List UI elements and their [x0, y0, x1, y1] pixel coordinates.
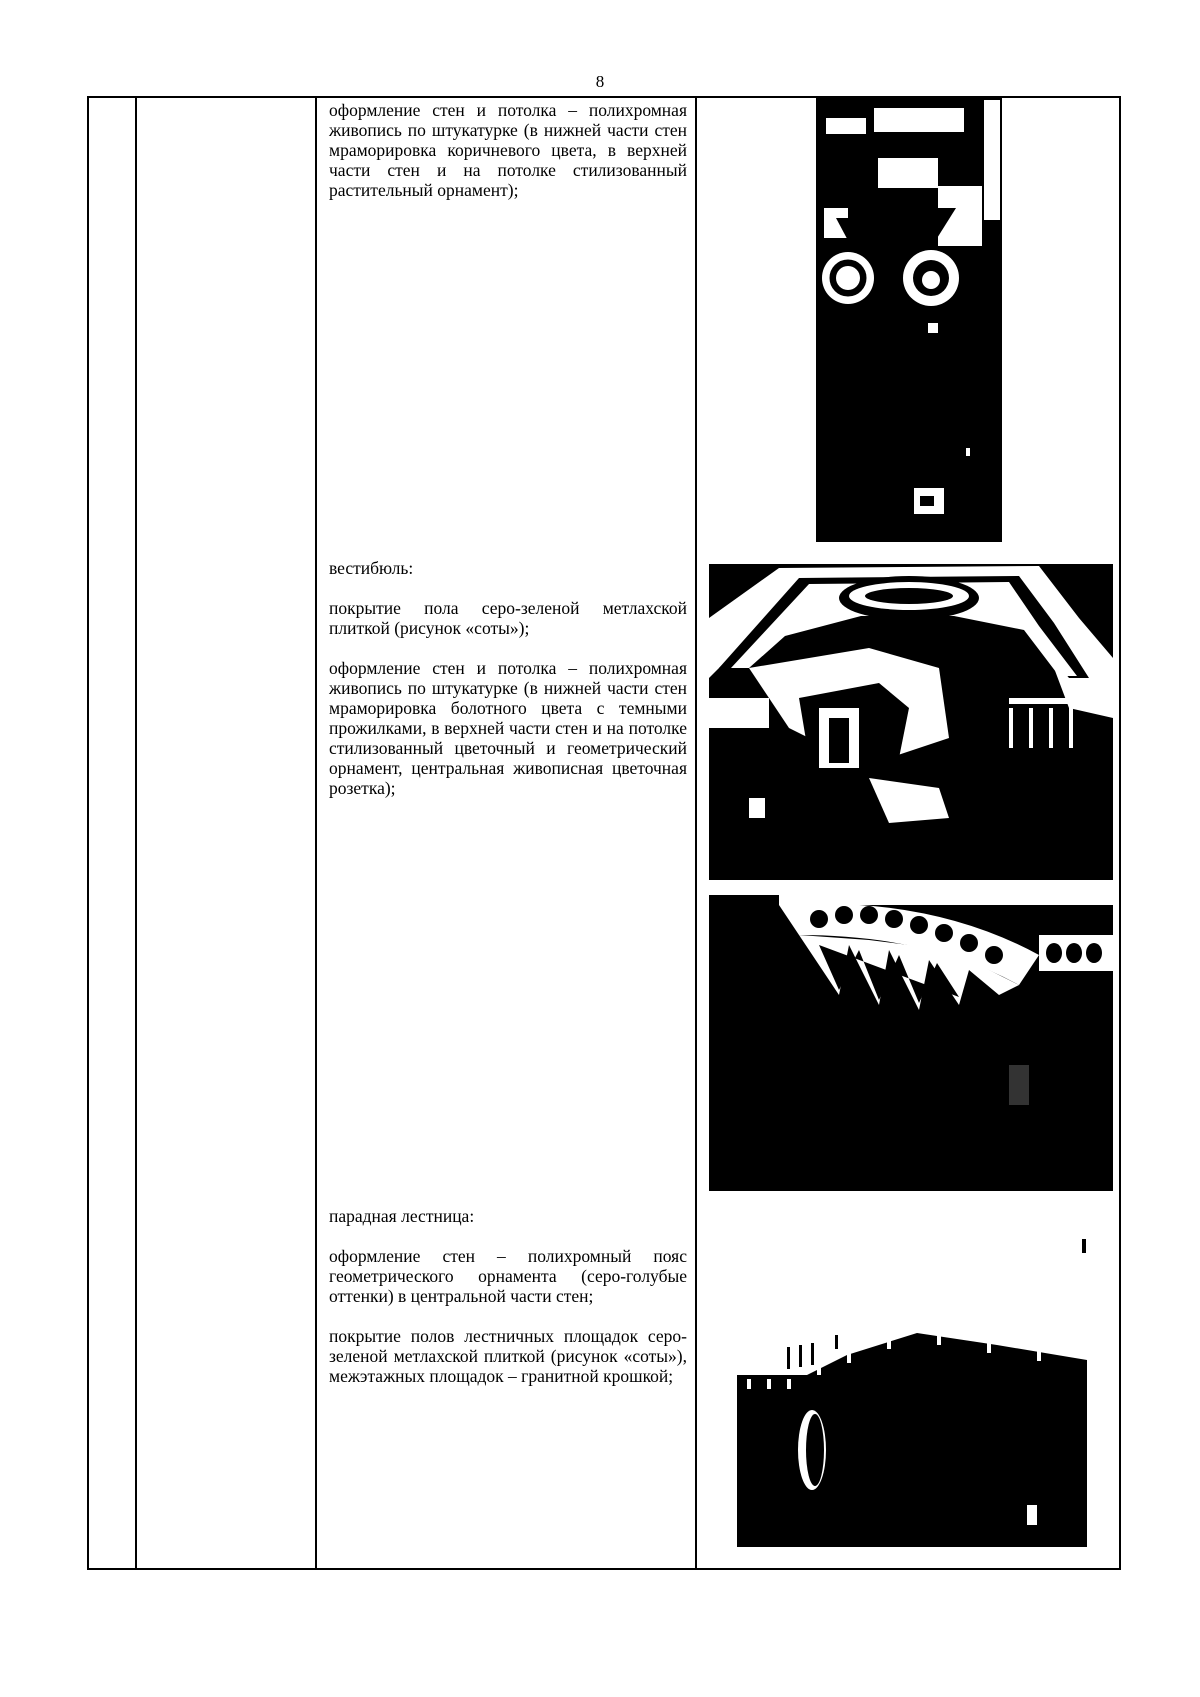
photo-ceiling-rosette: [709, 895, 1113, 1191]
column-divider-2: [315, 98, 317, 1568]
paragraph: оформление стен и потолка – полихромная живопись по штукатурке (в нижней части стен мраморировка болотного цвета с темными прожилками, в верхней части стен и на потолке стилизованный цветочный и геометрический орнамент, центральная живописная цветочная розетка);: [329, 658, 687, 798]
photo-wall-ornament: [816, 98, 1002, 542]
column-divider-3: [695, 98, 697, 1568]
paragraph: оформление стен – полихромный пояс геометрического орнамента (серо-голубые оттенки) в центральной части стен;: [329, 1246, 687, 1306]
column-divider-1: [135, 98, 137, 1568]
page-number: 8: [595, 72, 605, 91]
paragraph: парадная лестница:: [329, 1206, 475, 1226]
paragraph: покрытие пола серо-зеленой метлахской плиткой (рисунок «соты»);: [329, 598, 687, 638]
photo-staircase: [737, 1235, 1087, 1547]
section-vestibule-text: [329, 558, 687, 798]
document-table: [87, 96, 1121, 1570]
photo-vestibule-ceiling: [709, 558, 1113, 880]
paragraph: покрытие полов лестничных площадок серо-зеленой метлахской плиткой (рисунок «соты»), межэтажных площадок – гранитной крошкой;: [329, 1326, 687, 1386]
paragraph: вестибюль:: [329, 558, 414, 578]
section-room-text: [329, 100, 687, 200]
section-staircase-text: [329, 1206, 687, 1386]
paragraph: оформление стен и потолка – полихромная живопись по штукатурке (в нижней части стен мраморировка коричневого цвета, в верхней части стен и на потолке стилизованный растительный орнамент);: [329, 100, 687, 200]
